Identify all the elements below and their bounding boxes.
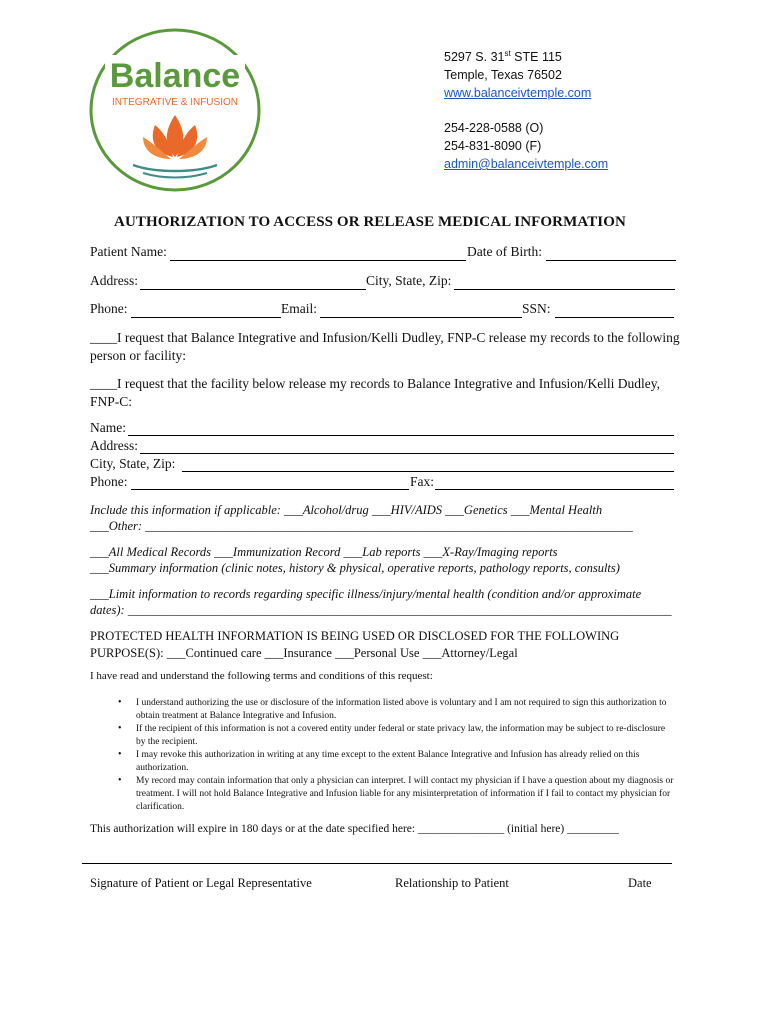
fax-number: 254-831-8090 (F) xyxy=(444,139,542,153)
bullet-icon: • xyxy=(118,775,122,786)
facility-name-field[interactable] xyxy=(128,435,674,436)
bullet-icon: • xyxy=(118,697,122,708)
facility-csz-label: City, State, Zip: xyxy=(90,456,176,471)
website-link[interactable]: www.balanceivtemple.com xyxy=(444,86,592,100)
phone-label: Phone: xyxy=(90,301,128,316)
facility-address-label: Address: xyxy=(90,438,138,453)
facility-fax-field[interactable] xyxy=(435,489,674,490)
term-item: If the recipient of this information is not a covered entity under federal or state privacy law, the information may be subject to re-disclosure by the recipient. xyxy=(136,724,666,747)
bullet-icon: • xyxy=(118,723,122,734)
facility-phone-field[interactable] xyxy=(131,489,409,490)
expiry-line: This authorization will expire in 180 days or at the date specified here: _______________ (initial here) _________ xyxy=(90,823,619,835)
balance-logo xyxy=(85,25,265,195)
ssn-field[interactable] xyxy=(555,317,674,318)
contact-block xyxy=(444,48,608,173)
term-item: I understand authorizing the use or disclosure of the information listed above is voluntary and I am not required to sign this authorization to obtain treatment at Balance Integrative and Infusion. xyxy=(136,698,667,721)
office-phone: 254-228-0588 (O) xyxy=(444,121,544,135)
patient-name-field[interactable] xyxy=(170,260,466,261)
city-line: Temple, Texas 76502 xyxy=(444,68,562,82)
include-line-1: Include this information if applicable: ___Alcohol/drug ___HIV/AIDS ___Genetics ___Mental Health xyxy=(90,503,603,517)
signature-label: Signature of Patient or Legal Representative xyxy=(90,876,312,890)
csz-label: City, State, Zip: xyxy=(366,273,452,288)
logo-brand: Balance xyxy=(109,57,241,95)
facility-fax-label: Fax: xyxy=(410,474,435,489)
purpose-line-1: PROTECTED HEALTH INFORMATION IS BEING USED OR DISCLOSED FOR THE FOLLOWING xyxy=(90,629,620,643)
request-release-to: ____I request that Balance Integrative and Infusion/Kelli Dudley, FNP-C release my records to the following person or facility: xyxy=(90,330,680,363)
dob-label: Date of Birth: xyxy=(467,244,542,259)
date-label: Date xyxy=(628,876,652,890)
email-label: Email: xyxy=(281,301,317,316)
facility-name-label: Name: xyxy=(90,420,126,435)
include-summary-line: ___Summary information (clinic notes, history & physical, operative reports, pathology reports, consults) xyxy=(90,561,620,575)
purpose-line-2: PURPOSE(S): ___Continued care ___Insurance ___Personal Use ___Attorney/Legal xyxy=(90,646,518,660)
phone-field[interactable] xyxy=(131,317,281,318)
facility-phone-label: Phone: xyxy=(90,474,128,489)
include-records-line: ___All Medical Records ___Immunization Record ___Lab reports ___X-Ray/Imaging reports xyxy=(90,545,558,559)
include-other-line: ___Other: ______________________________________________________________________________ xyxy=(90,519,633,533)
include-limit-line: ___Limit information to records regarding specific illness/injury/mental health (condition and/or approximate xyxy=(90,587,642,601)
csz-field[interactable] xyxy=(454,289,675,290)
signature-line[interactable] xyxy=(82,863,672,864)
logo-tagline: INTEGRATIVE & INFUSION xyxy=(112,97,238,108)
dob-field[interactable] xyxy=(546,260,676,261)
logo-graphic xyxy=(85,25,265,195)
lotus-icon xyxy=(143,115,207,159)
terms-intro: I have read and understand the following terms and conditions of this request: xyxy=(90,670,433,682)
address-field[interactable] xyxy=(140,289,366,290)
patient-name-label: Patient Name: xyxy=(90,244,167,259)
term-item: My record may contain information that only a physician can interpret. I will contact my physician if I have a question about my diagnosis or treatment. I will not hold Balance Integrative and Infusion liable for any misinterpretation of information if I fail to contact my physician for clarification. xyxy=(136,776,674,812)
facility-address-field[interactable] xyxy=(140,453,674,454)
email-link[interactable]: admin@balanceivtemple.com xyxy=(444,157,609,171)
address-label: Address: xyxy=(90,273,138,288)
email-field[interactable] xyxy=(320,317,522,318)
relationship-label: Relationship to Patient xyxy=(395,876,509,890)
ssn-label: SSN: xyxy=(522,301,551,316)
address-line: 5297 S. 31st STE 115 xyxy=(444,48,562,64)
request-release-from: ____I request that the facility below release my records to Balance Integrative and Infusion/Kelli Dudley, FNP-C: xyxy=(90,376,661,409)
facility-csz-field[interactable] xyxy=(182,471,674,472)
include-dates-line: dates): _______________________________________________________________________________________ xyxy=(90,603,672,617)
bullet-icon: • xyxy=(118,749,122,760)
form-title: AUTHORIZATION TO ACCESS OR RELEASE MEDICAL INFORMATION xyxy=(114,214,626,230)
term-item: I may revoke this authorization in writing at any time except to the extent Balance Integrative and Infusion has already relied on this authorization. xyxy=(136,750,640,773)
